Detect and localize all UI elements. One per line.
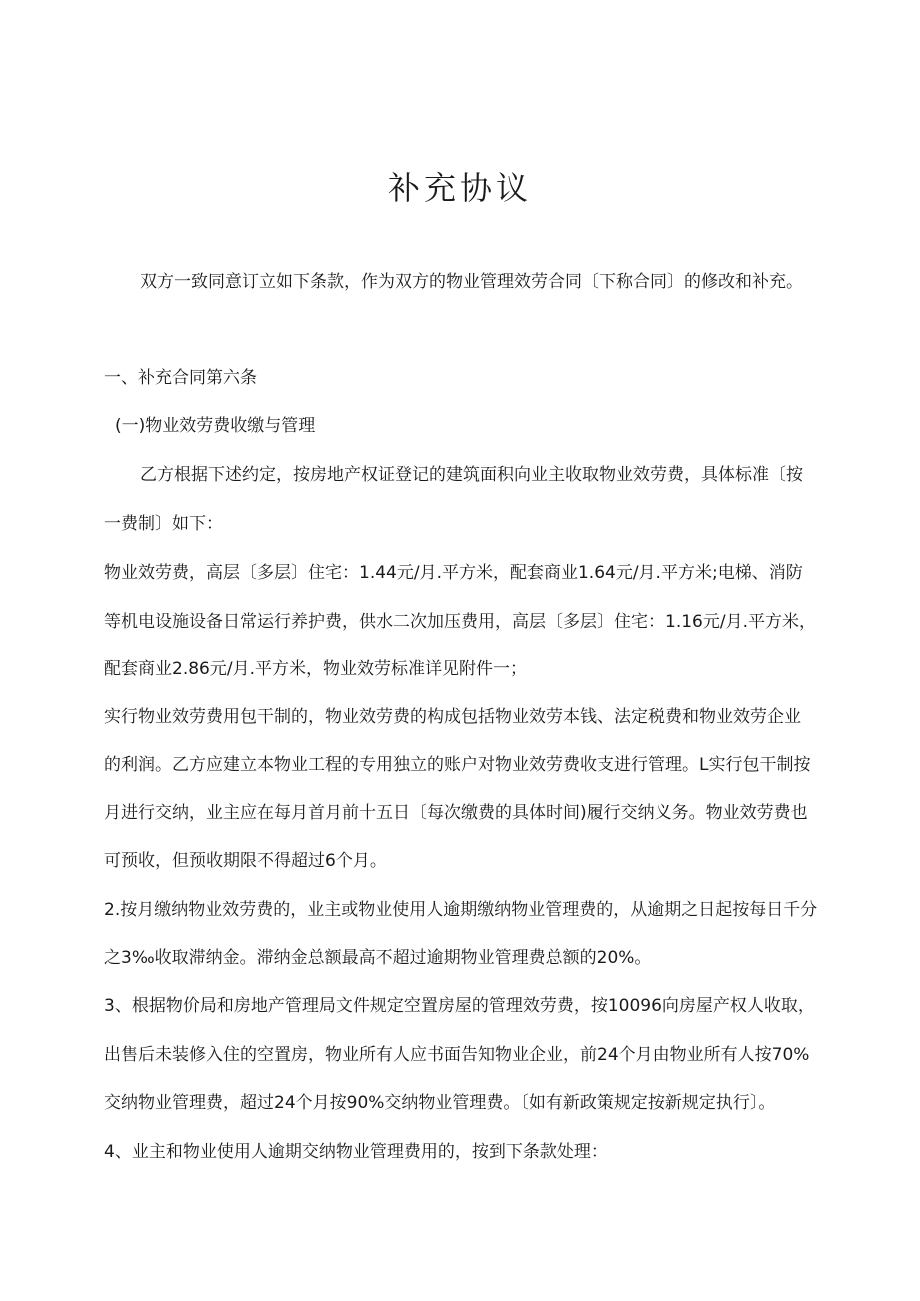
paragraph-line: 乙方根据下述约定，按房地产权证登记的建筑面积向业主收取物业效劳费，具体标准〔按 <box>140 465 803 485</box>
paragraph-line: 4、业主和物业使用人逾期交纳物业管理费用的，按到下条款处理： <box>104 1142 608 1162</box>
paragraph-line: 一费制〕如下： <box>104 514 223 534</box>
document-title: 补充协议 <box>387 169 532 207</box>
paragraph-line: 配套商业2.86元/月.平方米，物业效劳标准详见附件一； <box>104 659 527 679</box>
paragraph-line: 物业效劳费，高层〔多层〕住宅：1.44元/月.平方米，配套商业1.64元/月.平方米;电梯、消防 <box>104 563 803 583</box>
paragraph-line: 3、根据物价局和房地产管理局文件规定空置房屋的管理效劳费，按10096向房屋产权人收取， <box>104 996 815 1016</box>
paragraph-line: 可预收，但预收期限不得超过6个月。 <box>104 851 387 871</box>
subsection-heading: (一)物业效劳费收缴与管理 <box>115 416 316 436</box>
paragraph-line: 出售后未装修入住的空置房，物业所有人应书面告知物业企业，前24个月由物业所有人按70% <box>104 1045 810 1065</box>
paragraph-line: 实行物业效劳费用包干制的，物业效劳费的构成包括物业效劳本钱、法定税费和物业效劳企业 <box>104 707 801 727</box>
paragraph-line: 等机电设施设备日常运行养护费，供水二次加压费用，高层〔多层〕住宅：1.16元/月.平方米， <box>104 612 816 632</box>
intro-paragraph: 双方一致同意订立如下条款，作为双方的物业管理效劳合同〔下称合同〕的修改和补充。 <box>140 272 803 292</box>
section-heading: 一、补充合同第六条 <box>104 368 257 388</box>
paragraph-line: 的利润。乙方应建立本物业工程的专用独立的账户对物业效劳费收支进行管理。L实行包干制按 <box>104 755 811 775</box>
paragraph-line: 月进行交纳，业主应在每月首月前十五日〔每次缴费的具体时间)履行交纳义务。物业效劳费也 <box>104 803 808 823</box>
paragraph-line: 交纳物业管理费，超过24个月按90%交纳物业管理费。〔如有新政策规定按新规定执行〕。 <box>104 1093 776 1113</box>
paragraph-line: 2.按月缴纳物业效劳费的，业主或物业使用人逾期缴纳物业管理费的，从逾期之日起按每日千分 <box>104 900 818 920</box>
paragraph-line: 之3‰收取滞纳金。滞纳金总额最高不超过逾期物业管理费总额的20%。 <box>104 948 652 968</box>
